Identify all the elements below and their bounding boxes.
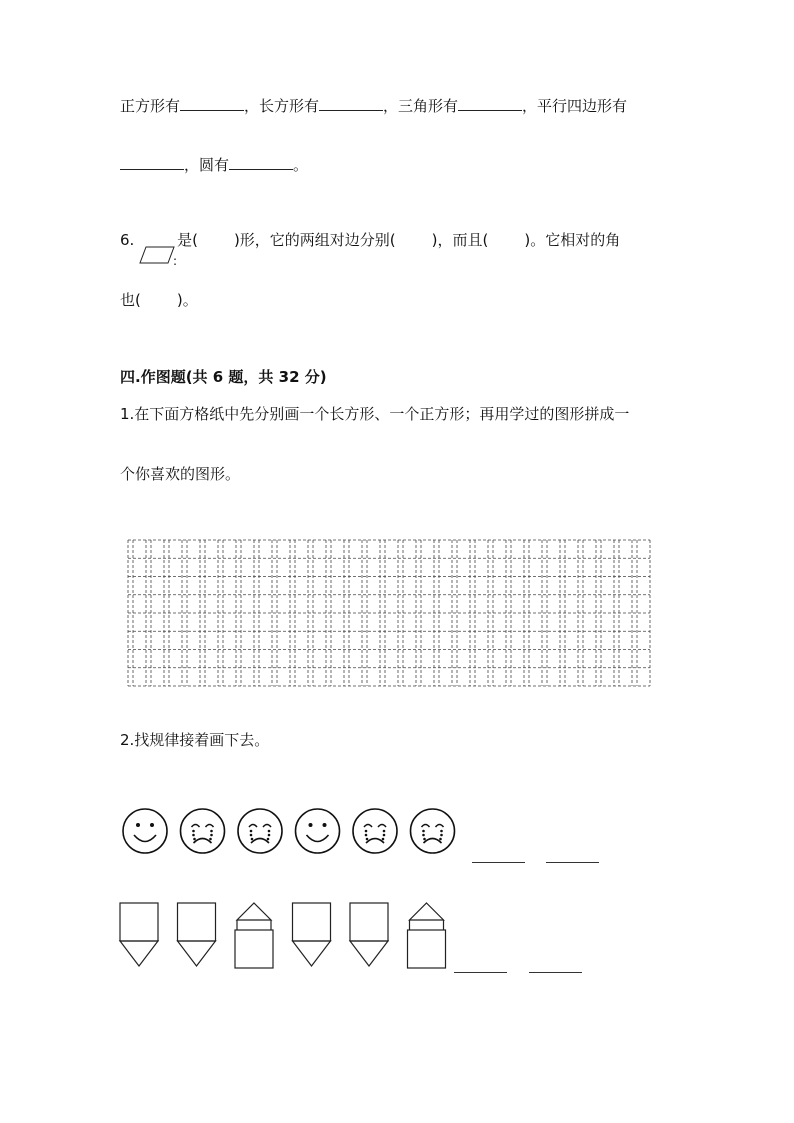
grid-paper[interactable]: [128, 540, 650, 686]
q6-text-4: )。它相对的角: [524, 231, 621, 249]
pentagon-down-shape-icon: [293, 903, 331, 966]
q6-text-3: )，而且(: [431, 231, 489, 249]
pentagon-down-shape-icon: [350, 903, 388, 966]
crying-face-icon: [181, 809, 225, 853]
label-triangle: ，三角形有: [383, 97, 459, 115]
answer-line-face-1[interactable]: [472, 862, 525, 863]
pentagon-down-shape-icon: [120, 903, 158, 966]
crying-face-icon: [353, 809, 397, 853]
label-rectangle: ，长方形有: [244, 97, 320, 115]
house-shape-icon: [408, 903, 446, 968]
question-6-line-2: [120, 290, 198, 310]
task-2-title: 2.找规律接着画下去。: [120, 731, 270, 749]
dot-mark: :: [173, 254, 178, 268]
blank-square[interactable]: [180, 96, 244, 111]
fill-line-2: [120, 155, 308, 175]
q6-text-1: 是(: [177, 231, 198, 249]
period: 。: [293, 156, 309, 174]
task-1-line-1: 1.在下面方格纸中先分别画一个长方形、一个正方形；再用学过的图形拼成一: [120, 405, 630, 423]
smiley-face-icon: [123, 809, 167, 853]
shape-sequence: [118, 903, 458, 973]
pentagon-down-shape-icon: [178, 903, 216, 966]
section-title: 四.作图题(共 6 题，共 32 分): [120, 368, 327, 386]
crying-face-icon: [238, 809, 282, 853]
label-parallelogram: ，平行四边形有: [522, 97, 628, 115]
answer-line-shape-1[interactable]: [454, 972, 507, 973]
label-circle: ，圆有: [184, 156, 230, 174]
blank-circle[interactable]: [229, 155, 293, 170]
blank-triangle[interactable]: [458, 96, 522, 111]
answer-line-shape-2[interactable]: [529, 972, 582, 973]
q6-text-5: 也(: [120, 291, 141, 309]
answer-line-face-2[interactable]: [546, 862, 599, 863]
q6-text-2: )形，它的两组对边分别(: [233, 231, 396, 249]
face-sequence: [118, 805, 458, 859]
blank-parallelogram[interactable]: [120, 155, 184, 170]
task-1-line-2: 个你喜欢的图形。: [120, 465, 241, 483]
question-number: 6.: [120, 231, 135, 249]
smiley-face-icon: [296, 809, 340, 853]
blank-rectangle[interactable]: [319, 96, 383, 111]
house-shape-icon: [235, 903, 273, 968]
label-square: 正方形有: [120, 97, 181, 115]
fill-line-1: [120, 96, 627, 116]
crying-face-icon: [411, 809, 455, 853]
parallelogram-icon: [138, 246, 178, 266]
question-6-line-1: [120, 230, 620, 250]
q6-text-6: )。: [176, 291, 198, 309]
